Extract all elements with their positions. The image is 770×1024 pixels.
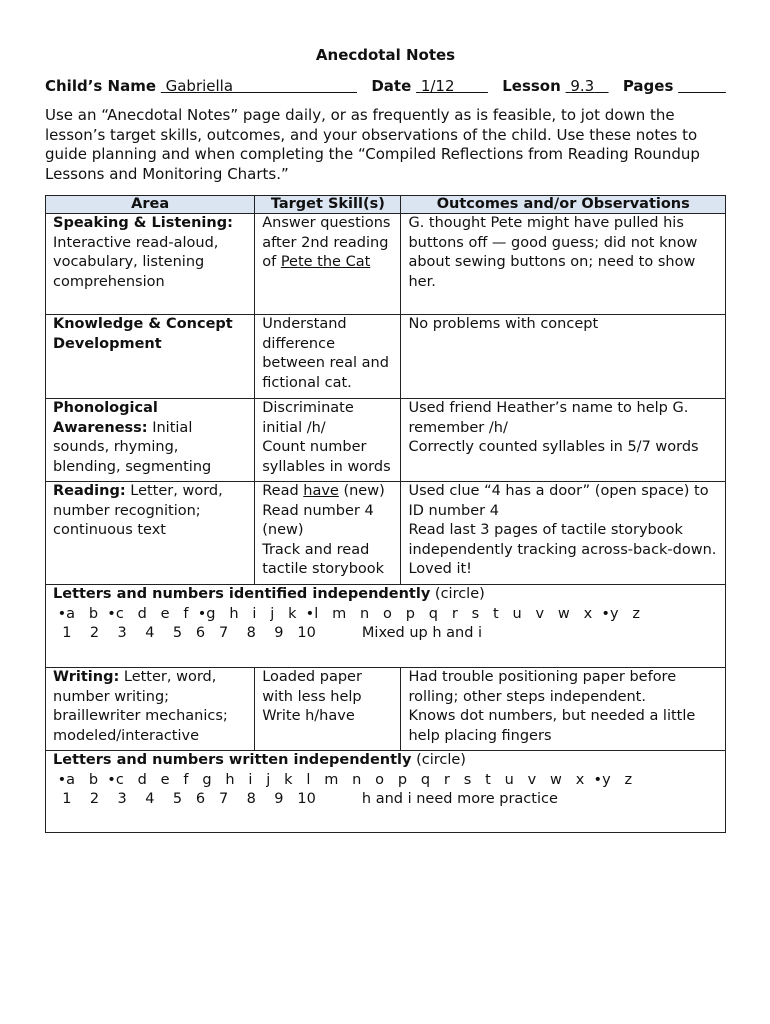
- skill-text: (new): [343, 483, 385, 499]
- area-heading: Reading:: [53, 483, 126, 499]
- skill-text: Track and read tactile storybook: [262, 541, 385, 577]
- outcome-text: Had trouble positioning paper before rolling; other steps independent.: [408, 669, 677, 705]
- area-description: Initial sounds, rhyming, blending, segmenting: [53, 419, 212, 475]
- outcome-text: Correctly counted syllables in 5/7 words: [408, 439, 699, 455]
- outcome-text: Used clue “4 has a door” (open space) to ID number 4: [408, 483, 709, 519]
- number-sequence: 1 2 3 4 5 6 7 8 9 10: [53, 791, 316, 807]
- skill-cell: [255, 668, 401, 751]
- area-heading: Speaking & Listening:: [53, 215, 233, 231]
- letters-comment: Mixed up h and i: [361, 625, 483, 641]
- skill-cell: [255, 315, 401, 399]
- skill-text: Discriminate initial /h/: [262, 400, 354, 436]
- skill-cell: [255, 399, 401, 482]
- area-cell: [46, 214, 255, 315]
- skill-text: Read number 4 (new): [262, 502, 374, 538]
- table-row-reading: [46, 482, 726, 585]
- letters-heading-line: [53, 585, 718, 605]
- skill-text: Count number syllables in words: [262, 439, 391, 475]
- skill-cell: [255, 482, 401, 585]
- skill-cell: [255, 214, 401, 315]
- header-outcomes: Outcomes and/or Observations: [401, 196, 726, 214]
- outcome-cell: [401, 399, 726, 482]
- area-cell: [46, 668, 255, 751]
- page-title: Anecdotal Notes: [315, 46, 456, 64]
- outcome-text: Read last 3 pages of tactile storybook independently tracking across-back-down. Loved it!: [408, 522, 717, 577]
- notes-table: [45, 195, 726, 833]
- letters-written-cell: [46, 751, 726, 833]
- circle-note: (circle): [416, 752, 466, 768]
- skill-text: Loaded paper with less help: [262, 669, 362, 705]
- letters-identified-cell: [46, 585, 726, 668]
- letters-comment: h and i need more practice: [361, 791, 558, 807]
- intro-paragraph: Use an “Anecdotal Notes” page daily, or as frequently as is feasible, to jot down the lesson’s target skills, outcomes, and your observations of the child. Use these notes to guide planning and when completing the “Compiled Reflections from Reading Roundup Lessons and Monitoring Charts.”: [45, 106, 700, 183]
- outcome-text: G. thought Pete might have pulled his buttons off — good guess; did not know about sewing buttons on; need to show her.: [408, 215, 698, 290]
- table-row-phonological: [46, 399, 726, 482]
- lesson-label: Lesson: [502, 77, 561, 95]
- skill-text: Write h/have: [262, 708, 355, 724]
- header-area: Area: [46, 196, 255, 214]
- letter-sequence: •a b •c d e f •g h i j k •l m n o p q r s t u v w x •y z: [53, 605, 640, 622]
- area-description: Interactive read-aloud, vocabulary, listening comprehension: [53, 234, 219, 290]
- outcome-text: No problems with concept: [408, 316, 599, 332]
- area-heading: Writing:: [53, 669, 120, 685]
- outcome-cell: [401, 668, 726, 751]
- area-cell: [46, 482, 255, 585]
- outcome-text: Used friend Heather’s name to help G. remember /h/: [408, 400, 689, 436]
- table-row-letters-identified: [46, 585, 726, 668]
- book-title: Pete the Cat: [280, 254, 371, 270]
- number-sequence-line: [53, 790, 718, 810]
- skill-text: Read: [262, 483, 299, 499]
- header-target-skills: Target Skill(s): [255, 196, 401, 214]
- date-value: 1/12: [420, 77, 455, 95]
- child-name-value: Gabriella: [165, 77, 234, 95]
- date-label: Date: [371, 77, 412, 95]
- table-row-speaking: [46, 214, 726, 315]
- number-sequence-line: [53, 624, 718, 644]
- outcome-cell: [401, 315, 726, 399]
- table-row-letters-written: [46, 751, 726, 833]
- letters-heading: Letters and numbers written independently: [53, 752, 412, 768]
- outcome-cell: [401, 214, 726, 315]
- circle-note: (circle): [434, 586, 485, 602]
- header-line: [45, 77, 726, 95]
- target-word: have: [303, 483, 339, 499]
- outcome-text: Knows dot numbers, but needed a little help placing fingers: [408, 708, 696, 744]
- area-heading: Knowledge & Concept Development: [53, 316, 233, 352]
- letter-sequence: •a b •c d e f g h i j k l m n o p q r s t u v w x •y z: [53, 771, 633, 788]
- letters-heading-line: [53, 751, 718, 771]
- outcome-cell: [401, 482, 726, 585]
- area-cell: [46, 399, 255, 482]
- table-row-knowledge: [46, 315, 726, 399]
- number-sequence: 1 2 3 4 5 6 7 8 9 10: [53, 625, 316, 641]
- area-heading: Phonological Awareness:: [53, 400, 158, 436]
- skill-text: Answer questions after 2nd reading of: [262, 215, 391, 270]
- skill-line: [262, 482, 393, 502]
- table-row-writing: [46, 668, 726, 751]
- lesson-value: 9.3: [570, 77, 595, 95]
- area-description: Letter, word, number writing; braillewriter mechanics; modeled/interactive: [53, 669, 228, 744]
- skill-text: Understand difference between real and fictional cat.: [262, 316, 389, 391]
- area-cell: [46, 315, 255, 399]
- child-name-label: Child’s Name: [45, 77, 157, 95]
- pages-label: Pages: [622, 77, 674, 95]
- area-description: Letter, word, number recognition; continuous text: [53, 483, 223, 538]
- table-header-row: [46, 196, 726, 214]
- letters-heading: Letters and numbers identified independently: [53, 586, 431, 602]
